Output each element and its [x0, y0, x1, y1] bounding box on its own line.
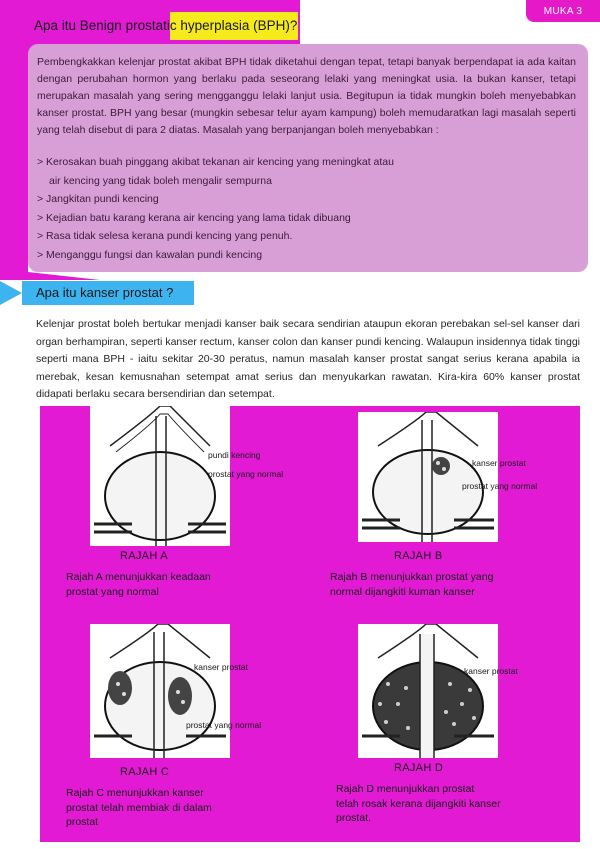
page-number-badge: MUKA 3	[526, 0, 600, 22]
label-kanser-prostat: kanser prostat	[194, 662, 248, 672]
label-prostat-normal: prostat yang normal	[208, 469, 284, 479]
rajah-c-title: RAJAH C	[120, 766, 170, 778]
prostate-diagram-d	[358, 624, 498, 758]
list-item: > Rasa tidak selesa kerana pundi kencing yang penuh.	[37, 230, 293, 242]
prostate-diagram-b	[358, 412, 498, 542]
label-pundi-kencing: pundi kencing	[208, 450, 261, 460]
rajah-b-title: RAJAH B	[394, 550, 443, 562]
label-kanser-prostat: kanser prostat	[464, 666, 518, 676]
label-kanser-prostat: kanser prostat	[472, 458, 526, 468]
kanser-heading: Apa itu kanser prostat ?	[36, 285, 174, 300]
list-item: > Menganggu fungsi dan kawalan pundi kencing	[37, 248, 263, 261]
list-item: > Kerosakan buah pinggang akibat tekanan air kencing yang meningkat atau air kencing yang tidak boleh mengalir sempurna	[37, 156, 394, 187]
rajah-d-title: RAJAH D	[394, 762, 444, 774]
label-prostat-normal: prostat yang normal	[462, 481, 538, 491]
rajah-a-caption: Rajah A menunjukkan keadaan prostat yang normal	[66, 571, 211, 598]
rajah-b-caption: Rajah B menunjukkan prostat yang normal dijangkiti kuman kanser	[330, 571, 494, 598]
label-prostat-normal: prostat yang normal	[186, 720, 262, 730]
list-item: > Jangkitan pundi kencing	[37, 193, 159, 205]
kanser-heading-bar	[0, 281, 600, 305]
rajah-d-caption: Rajah D menunjukkan prostat telah rosak kerana dijangkiti kanser prostat.	[336, 783, 501, 824]
kanser-paragraph: Kelenjar prostat boleh bertukar menjadi kanser baik secara sendirian ataupun ekoran perebakan sel-sel kanser dari organ berhampiran, seperti kanser rectum, kanser colon dan kanser pundi kencing. Walaupun insidennya tidak tinggi seperti mana BPH - iaitu sekitar 20-30 peratus, namun masalah kanser prostat sangat serius kerana apabila ia merebak, kesan kemusnahan setempat amat serius dan menyukarkan rawatan. Kira-kira 60% kanser prostat didapati berlaku secara bersendirian dan setempat.	[36, 318, 580, 400]
diagram-panel	[40, 406, 580, 842]
bph-paragraph: Pembengkakkan kelenjar prostat akibat BPH tidak diketahui dengan tepat, tetapi banyak berpendapat ia ada kaitan dengan perubahan hormon yang berlaku pada seseorang lelaki yang meningkat usia. Ia bukan kanser, tetapi merupakan masalah yang sering mengganggu lelaki lanjut usia. Begitupun ia tidak mungkin boleh menyebabkan kanser prostat. BPH yang besar (mungkin sebesar telur ayam kampung) boleh memudaratkan lagi masalah seperti yang telah disebut di para 2 diatas. Masalah yang berpanjangan boleh menyebabkan :	[37, 56, 576, 136]
prostate-diagram-c	[90, 624, 230, 758]
list-item: > Kejadian batu karang kerana air kencing yang lama tidak dibuang	[37, 211, 351, 224]
bph-heading: Apa itu Benign prostatic hyperplasia (BPH)?	[34, 18, 298, 33]
rajah-a-title: RAJAH A	[120, 550, 168, 562]
bph-content-box	[28, 44, 588, 272]
bph-complication-list	[37, 153, 576, 264]
rajah-c-caption: Rajah C menunjukkan kanser prostat telah membiak di dalam prostat	[66, 787, 212, 828]
